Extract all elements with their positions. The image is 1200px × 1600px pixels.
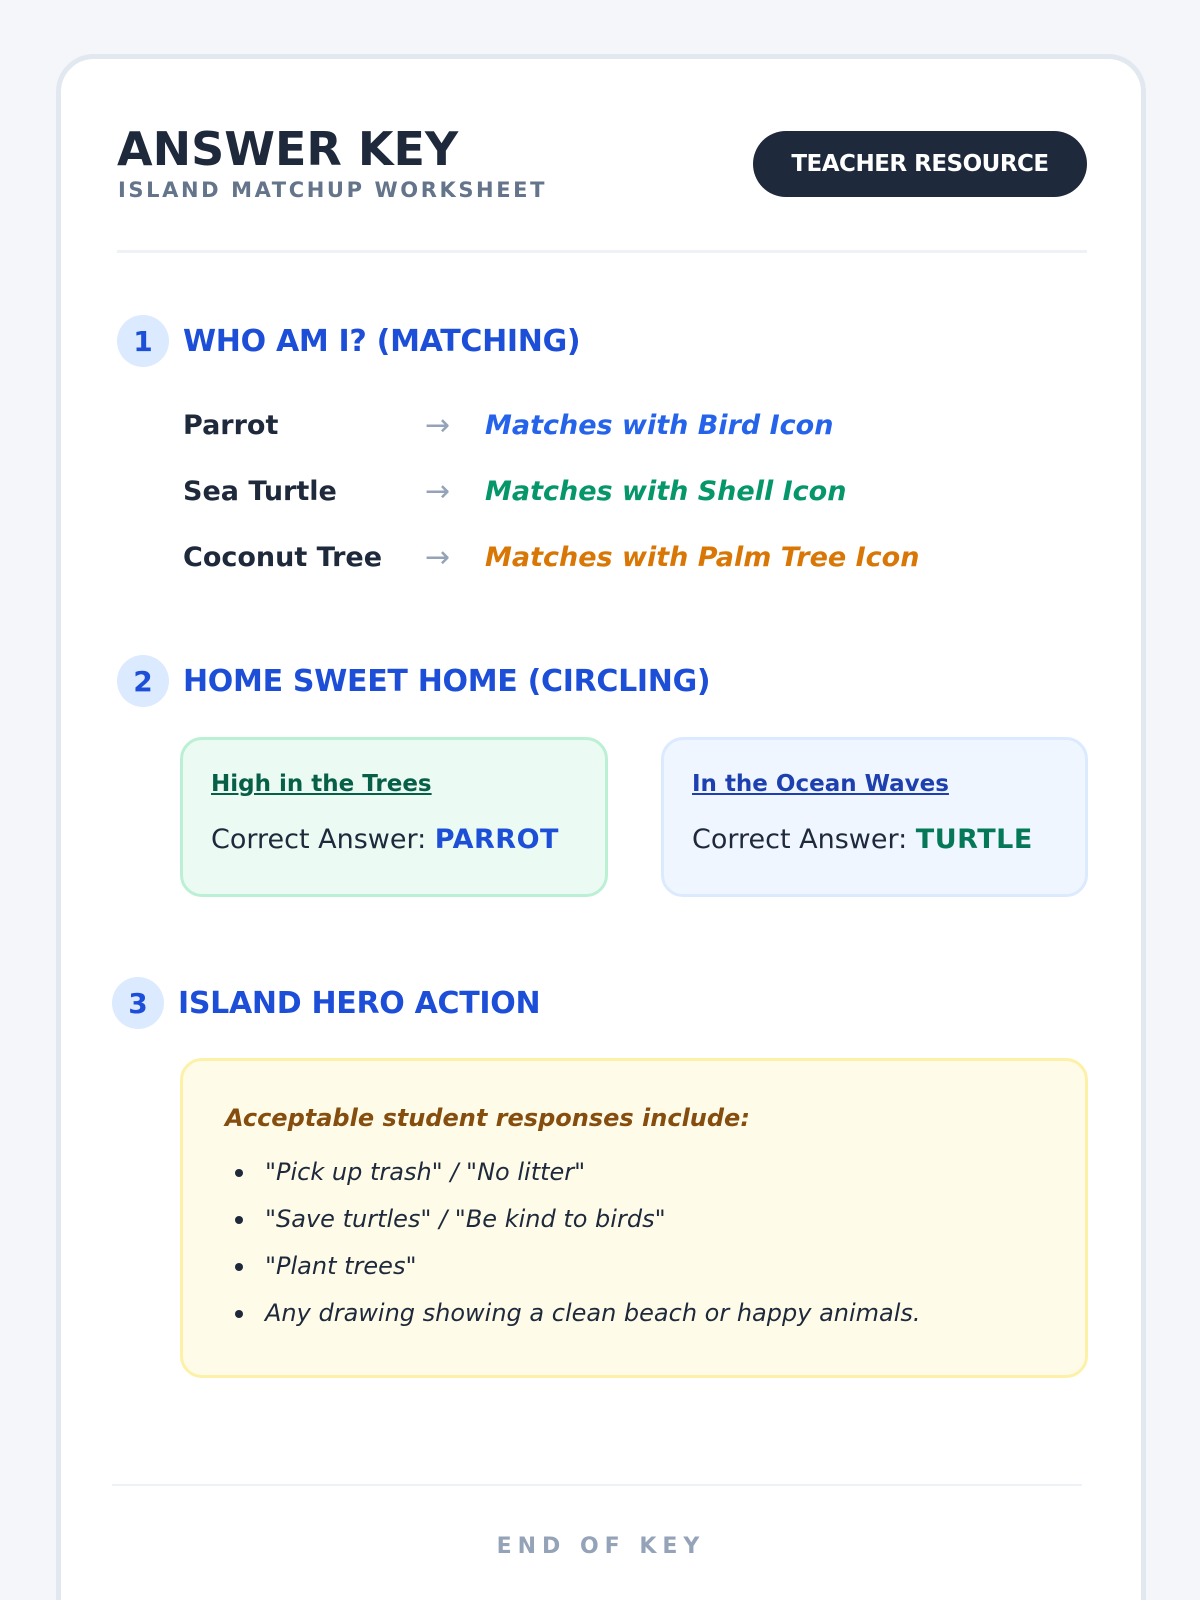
section-1-number: 1 [117,315,169,367]
section-1-title: WHO AM I? (MATCHING) [183,323,581,359]
match-answer: Matches with Palm Tree Icon [485,542,920,573]
habitat-answer [692,822,1057,858]
habitat-answer [211,822,577,858]
match-item-name: Parrot [183,410,279,441]
arrow-right-icon: → [425,474,451,509]
header [117,121,1087,201]
match-answer: Matches with Shell Icon [485,476,847,507]
section-2-title: HOME SWEET HOME (CIRCLING) [183,663,711,699]
habitat-box-trees [180,737,608,897]
response-text: "Save turtles" / "Be kind to birds" [265,1205,666,1233]
bullet-icon [235,1310,243,1318]
answer-prefix: Correct Answer: [692,824,916,855]
section-2-heading [117,655,1087,707]
bullet-icon [235,1169,243,1177]
answer-value: TURTLE [915,824,1033,855]
match-row [183,406,1043,446]
match-item-name: Coconut Tree [183,542,383,573]
match-item-name: Sea Turtle [183,476,337,507]
footer-divider [112,1484,1082,1486]
list-item [225,1243,1043,1290]
response-text: "Pick up trash" / "No litter" [265,1158,586,1186]
match-answer: Matches with Bird Icon [485,410,834,441]
footer-text: END OF KEY [496,1534,706,1559]
section-1-heading [117,315,1087,367]
header-divider [117,250,1087,253]
bullet-icon [235,1216,243,1224]
list-item [225,1196,1043,1243]
hero-responses-box [180,1058,1088,1378]
responses-intro: Acceptable student responses include: [225,1104,750,1132]
list-item [225,1290,1043,1337]
section-3-number: 3 [112,977,164,1029]
response-text: Any drawing showing a clean beach or happy animals. [265,1299,921,1327]
answer-value: PARROT [434,824,559,855]
teacher-resource-badge: TEACHER RESOURCE [753,131,1087,197]
match-row [183,538,1043,578]
list-item [225,1149,1043,1196]
section-3-heading [112,977,1082,1029]
section-2-number: 2 [117,655,169,707]
section-3-title: ISLAND HERO ACTION [178,985,541,1021]
bullet-icon [235,1263,243,1271]
response-text: "Plant trees" [265,1252,417,1280]
page-subtitle: ISLAND MATCHUP WORKSHEET [118,178,548,202]
habitat-label: High in the Trees [211,771,432,797]
page-title: ANSWER KEY [117,122,459,176]
habitat-box-ocean [661,737,1088,897]
answer-prefix: Correct Answer: [211,824,435,855]
arrow-right-icon: → [425,540,451,575]
responses-list [225,1149,1043,1337]
habitat-label: In the Ocean Waves [692,771,949,797]
arrow-right-icon: → [425,408,451,443]
match-row [183,472,1043,512]
